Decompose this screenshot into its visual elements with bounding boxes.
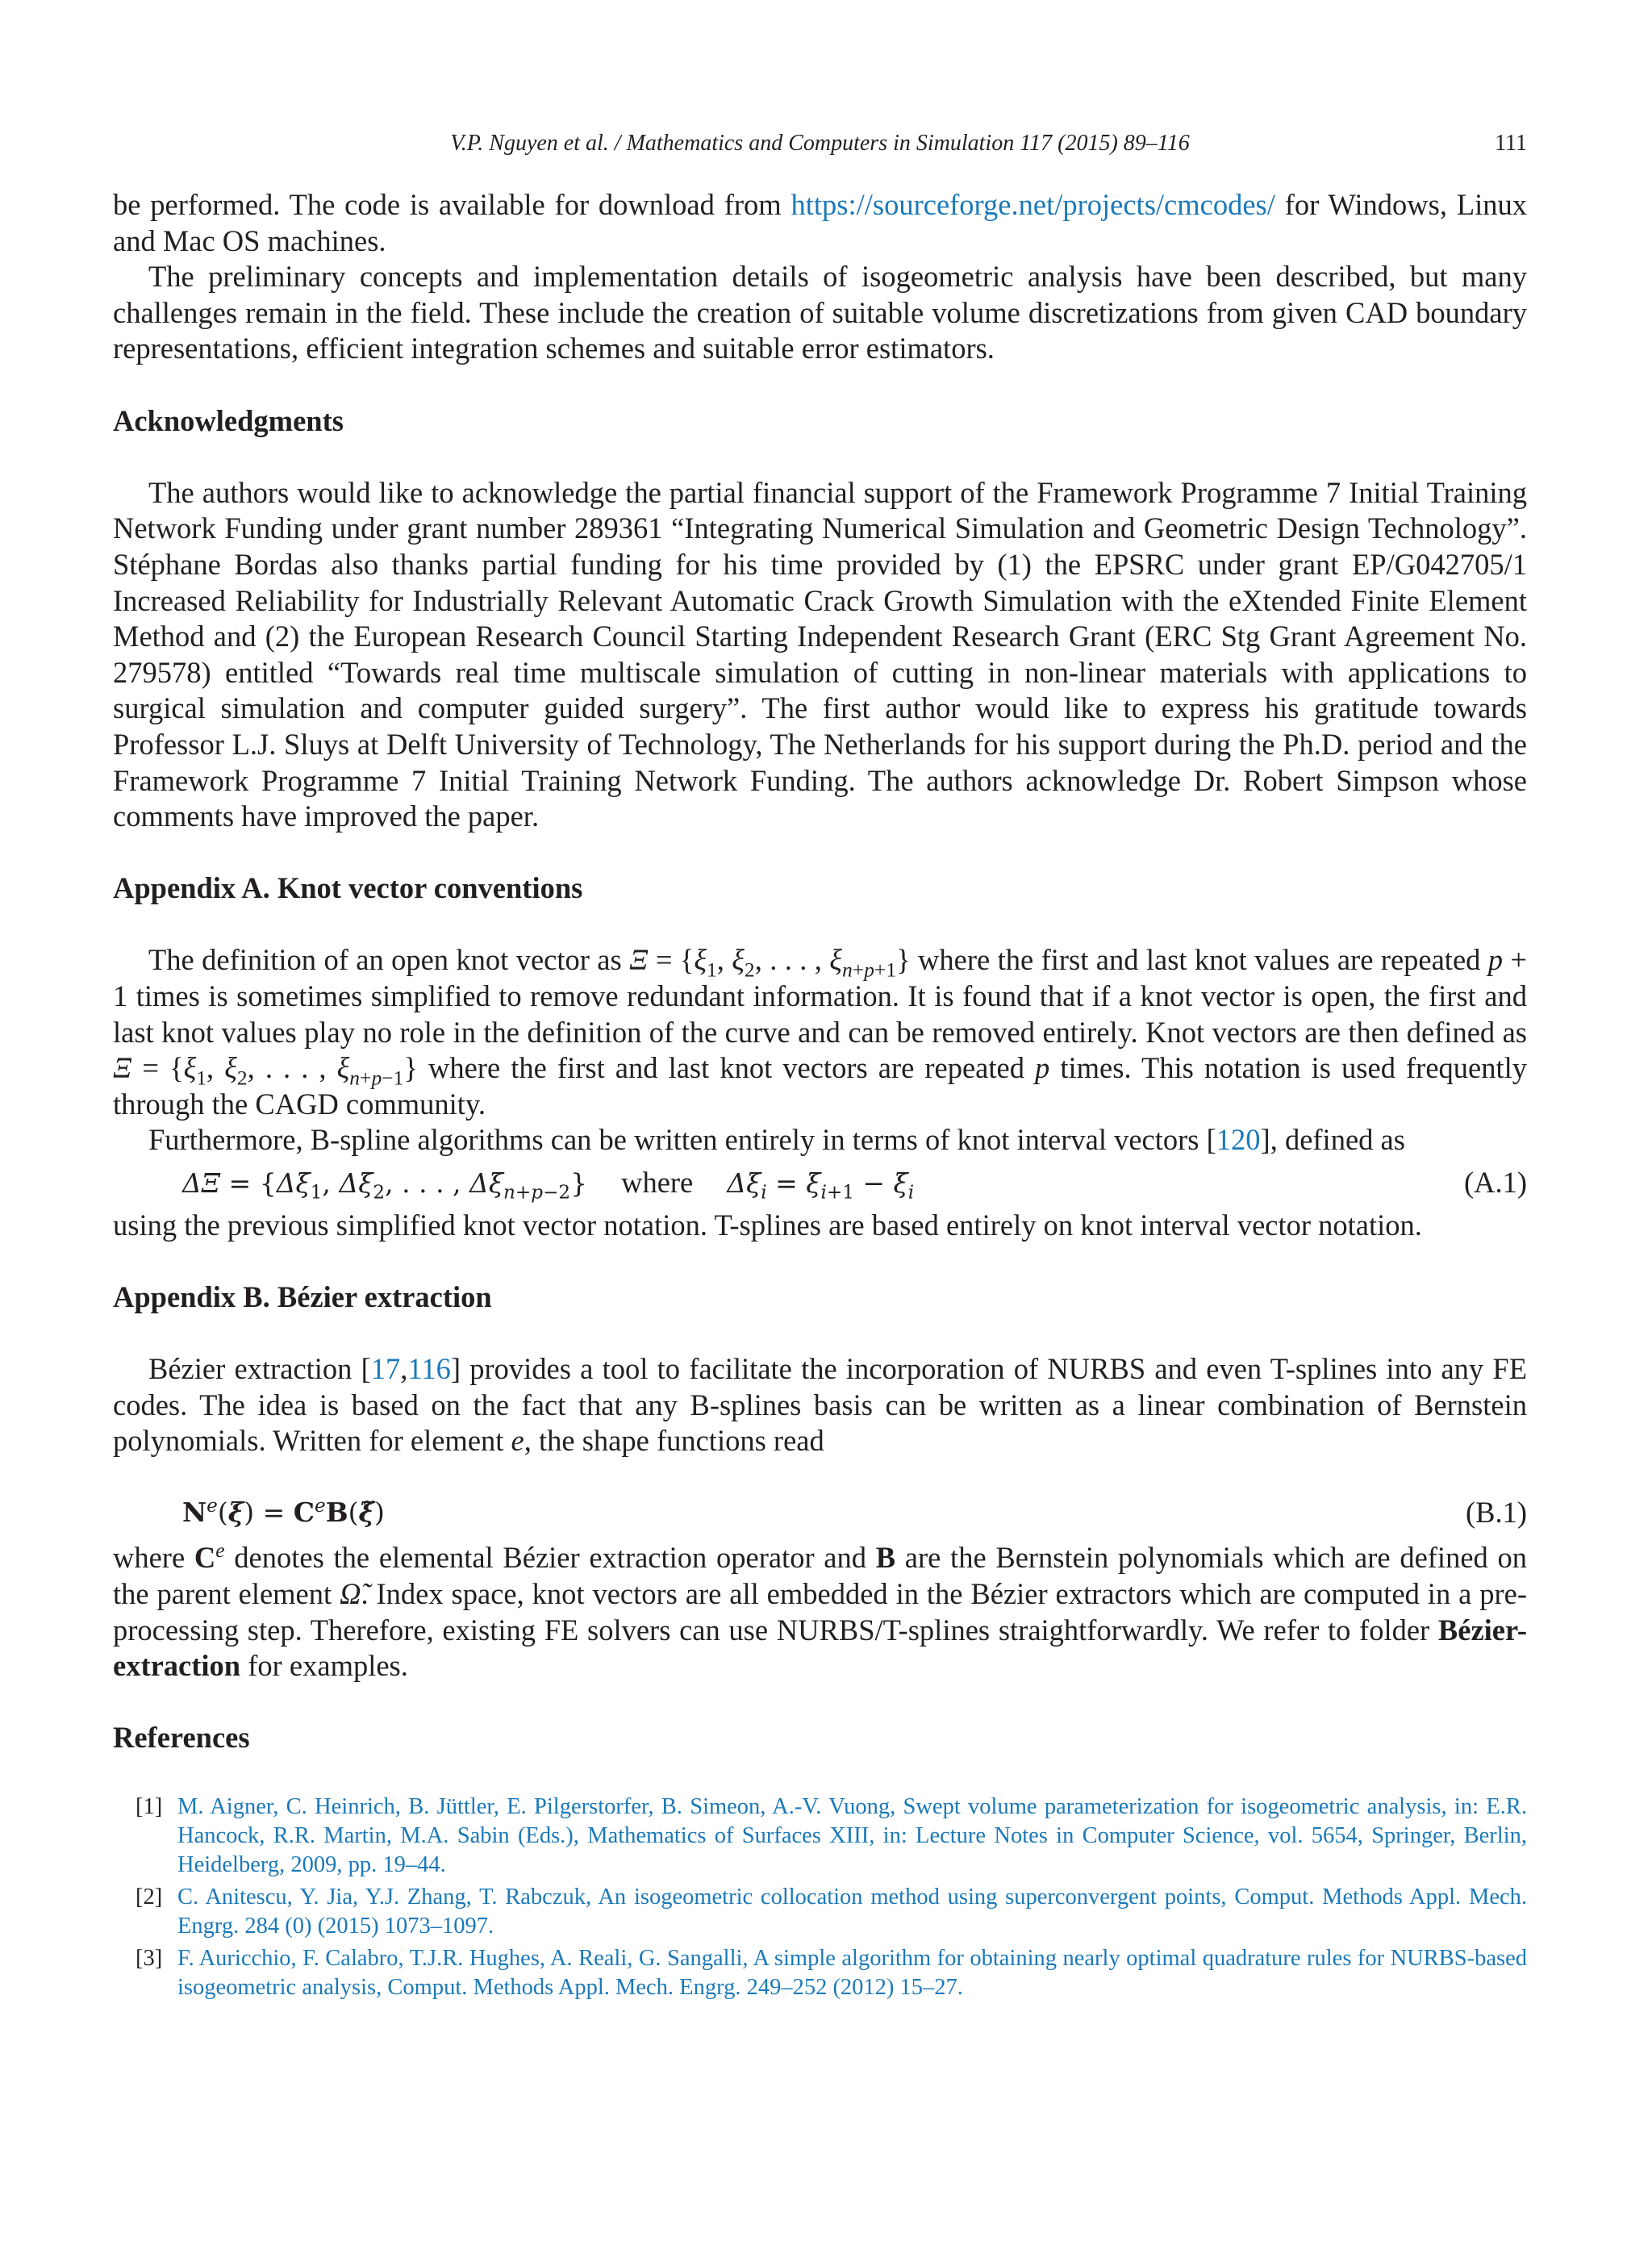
appendix-a-paragraph-1: The definition of an open knot vector as $\Xi = \{\xi_1$, $\xi_2$, . . . , $\xi_{n+p+1}$} where the first and last knot values are repeated p + 1 times is sometimes simplified to remove redundant information. It is found that if a knot vector is open, the first and last knot values play no role in the definition of the curve and can be removed entirely. Knot vectors are then defined as $\Xi = \{\xi_1$, $\xi_2$, . . . , $\xi_{n+p-1}$} where the first and last knot vectors are repeated p times. This notation is used frequently through the CAGD community. [113, 943, 1528, 1121]
reference-list [113, 1793, 1527, 2002]
equation-b1 [113, 1495, 1527, 1531]
appendix-a-heading: Appendix A. Knot vector conventions [113, 871, 583, 905]
reference-link[interactable]: M. Aigner, C. Heinrich, B. Jüttler, E. Pilgerstorfer, B. Simeon, A.-V. Vuong, Swept volume parameterization for isogeometric analysis, in: E.R. Hancock, R.R. Martin, M.A. Sabin (Eds.), Mathematics of Surfaces XIII, in: Lecture Notes in Computer Science, vol. 5654, Springer, Berlin, Heidelberg, 2009, pp. 19–44. [177, 1793, 1527, 1877]
download-link[interactable]: https://sourceforge.net/projects/cmcodes/ [791, 188, 1275, 221]
math-simplified-knot-vector: $\Xi = \{\xi_1$, $\xi_2$, . . . , $\xi_{n+p-1}$} [113, 1051, 418, 1090]
appendix-b-paragraph-2: where Ce denotes the elemental Bézier extraction operator and B are the Bernstein polynomials which are defined on the parent element Ω̃. Index space, knot vectors are all embedded in the Bézier extractors which are computed in a pre-processing step. Therefore, existing FE solvers can use NURBS/T-splines straightforwardly. We refer to folder Bézier-extraction for examples. [113, 1538, 1527, 1683]
reference-link[interactable]: F. Auricchio, F. Calabro, T.J.R. Hughes, A. Reali, G. Sangalli, A simple algorithm for obtaining nearly optimal quadrature rules for NURBS-based isogeometric analysis, Comput. Methods Appl. Mech. Engrg. 249–252 (2012) 15–27. [177, 1945, 1527, 2000]
citation-link-17[interactable]: 17 [370, 1352, 401, 1385]
reference-tag: [1] [136, 1793, 163, 1819]
acknowledgments-paragraph: The authors would like to acknowledge the partial financial support of the Framework Programme 7 Initial Training Network Funding under grant number 289361 “Integrating Numerical Simulation and Geometric Design Technology”. Stéphane Bordas also thanks partial funding for his time provided by (1) the EPSRC under grant EP/G042705/1 Increased Reliability for Industrially Relevant Automatic Crack Growth Simulation with the eXtended Finite Element Method and (2) the European Research Council Starting Independent Research Grant (ERC Stg Grant Agreement No. 279578) entitled “Towards real time multiscale simulation of cutting in non-linear materials with applications to surgical simulation and computer guided surgery”. The first author would like to express his gratitude towards Professor L.J. Sluys at Delft University of Technology, The Netherlands for his support during the Ph.D. period and the Framework Programme 7 Initial Training Network Funding. The authors acknowledge Dr. Robert Simpson whose comments have improved the paper. [113, 475, 1527, 833]
math-omega-tilde: Ω̃ [340, 1576, 361, 1610]
appendix-a-paragraph-3: using the previous simplified knot vector notation. T-splines are based entirely on knot interval vector notation. [113, 1208, 1422, 1242]
reference-tag: [2] [136, 1884, 163, 1910]
equation-a1-body: $\Delta\Xi = \{\Delta\xi_1$, $\Delta\xi_2$, . . . , $\Delta\xi_{n+p-2}$} where $\Delta\xi_i = \xi_{i+1} - \xi_i$ [182, 1166, 915, 1204]
equation-a1 [113, 1165, 1527, 1204]
reference-item [113, 1944, 1527, 2002]
equation-b1-number: (B.1) [1465, 1495, 1527, 1529]
reference-link[interactable]: C. Anitescu, Y. Jia, Y.J. Zhang, T. Rabczuk, An isogeometric collocation method using superconvergent points, Comput. Methods Appl. Mech. Engrg. 284 (0) (2015) 1073–1097. [177, 1884, 1527, 1939]
equation-a1-number: (A.1) [1463, 1166, 1527, 1200]
math-ce: Ce [194, 1538, 225, 1575]
appendix-a-paragraph-2: Furthermore, B-spline algorithms can be written entirely in terms of knot interval vectors [120], defined as [148, 1123, 1405, 1157]
citation-link-120[interactable]: 120 [1216, 1123, 1261, 1157]
references-heading: References [113, 1721, 250, 1755]
citation-link-116[interactable]: 116 [407, 1352, 451, 1385]
page-number: 111 [1495, 131, 1527, 156]
math-b: B [875, 1541, 896, 1575]
reference-item [113, 1883, 1527, 1941]
intro-paragraph-2: The preliminary concepts and implementation details of isogeometric analysis have been described, but many challenges remain in the field. These include the creation of suitable volume discretizations from given CAD boundary representations, efficient integration schemes and suitable error estimators. [113, 260, 1527, 365]
appendix-b-heading: Appendix B. Bézier extraction [113, 1279, 492, 1313]
running-title: V.P. Nguyen et al. / Mathematics and Computers in Simulation 117 (2015) 89–116 [450, 131, 1190, 156]
acknowledgments-heading: Acknowledgments [113, 403, 344, 437]
math-p: p [1035, 1051, 1050, 1085]
intro-paragraph-1: be performed. The code is available for download from https://sourceforge.net/projects/cmcodes/ for Windows, Linux and Mac OS machines. [113, 188, 1528, 257]
reference-item [113, 1793, 1527, 1880]
body-text [113, 187, 1527, 2006]
math-open-knot-vector: $\Xi = \{\xi_1$, $\xi_2$, . . . , $\xi_{n+p+1}$} [629, 943, 911, 982]
reference-tag: [3] [136, 1945, 163, 1971]
equation-b1-body: $N^e(\xi)$ = $C^eB(\xĩ)$ [182, 1495, 385, 1528]
appendix-b-paragraph-1: Bézier extraction [17,116] provides a tool to facilitate the incorporation of NURBS and even T-splines into any FE codes. The idea is based on the fact that any B-splines basis can be written as a linear combination of Bernstein polynomials. Written for element e, the shape functions read [113, 1352, 1527, 1458]
math-p-plus-one: p + 1 [113, 943, 1528, 1013]
